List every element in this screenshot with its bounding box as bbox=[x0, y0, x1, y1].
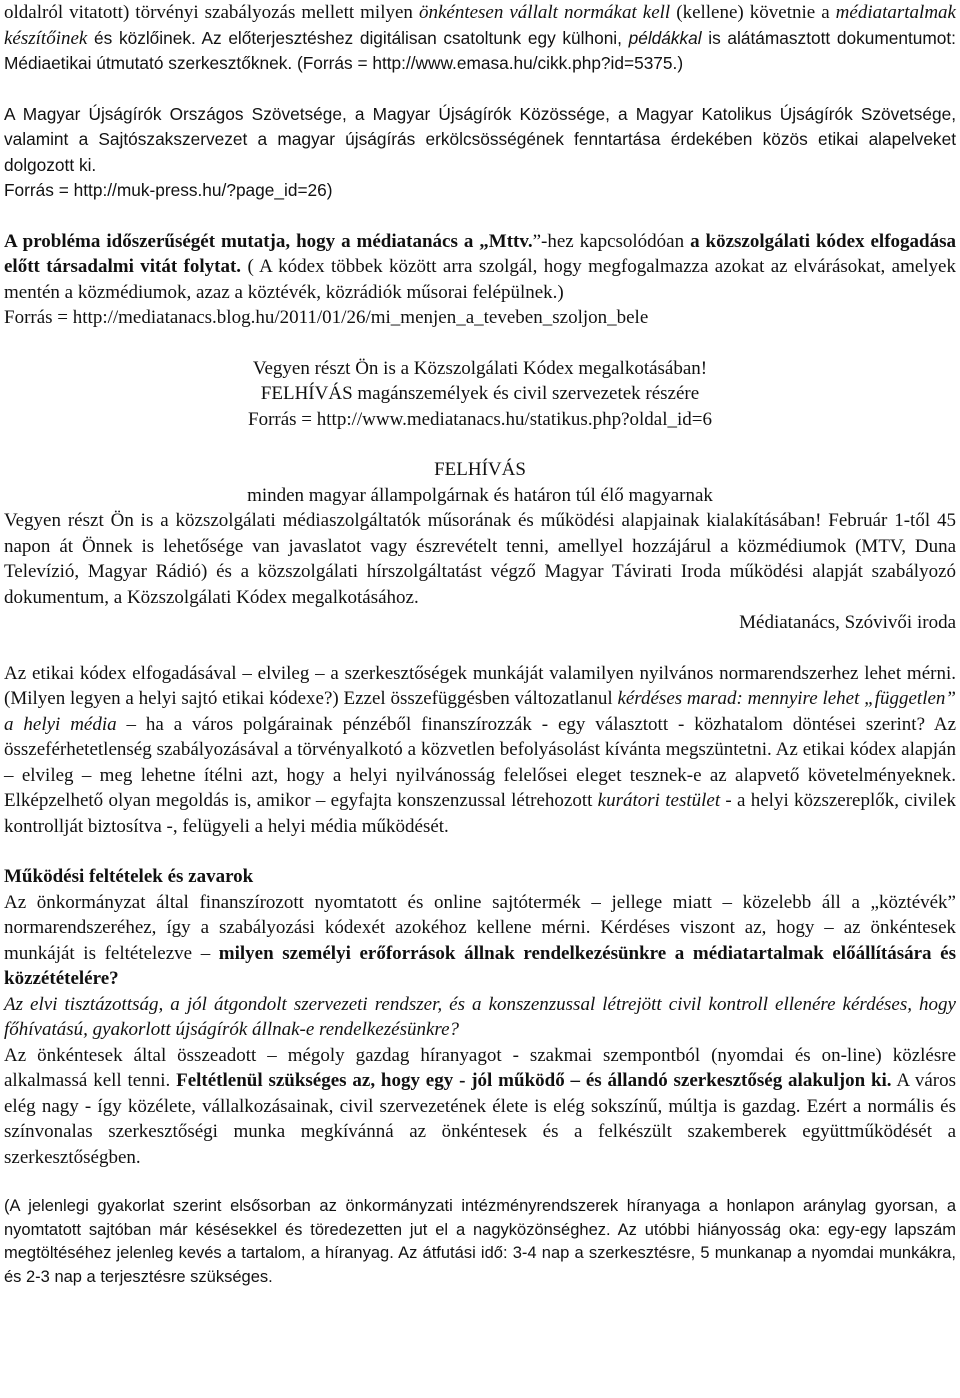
text-run: oldalról vitatott) törvényi szabályozás mellett milyen bbox=[4, 2, 419, 23]
text-run: is alátámasztott dokumentumot: Médiaetikai útmutató szerkesztőknek. (Forrás = http://www.emasa.hu/cikk.php?id=5375.) bbox=[4, 27, 956, 73]
text-run: A Magyar Újságírók Országos Szövetsége, a Magyar Újságírók Közössége, a Magyar Katolikus Újságírók Szövetsége, valamint a Sajtószakszervezet a magyar újságírás erkölcsösségének fenntartása érdekében közös etikai alapelveket dolgozott ki. bbox=[4, 103, 956, 175]
callout-line: FELHÍVÁS magánszemélyek és civil szervezetek részére bbox=[260, 383, 700, 404]
text-run: – ha a város polgárainak pénzéből finanszírozzák - egy választott - közhatalom döntései szerint? Az összeférhetetlenség szabályozásával a törvényalkotó a közvetlen befolyásolást kívánta megszüntetni. Az etikai kódex alapján – elvileg – meg lehetne ítélni azt, hogy a helyi nyilvánosság felelősei eleget tesznek-e az alapvető követelményeknek. Elképzelhető olyan megoldás is, amikor – egyfajta konszenzussal létrehozott bbox=[4, 713, 957, 811]
italic-run: példákkal bbox=[628, 27, 702, 48]
italic-run: kurátori testület bbox=[597, 790, 721, 811]
intro-paragraph bbox=[4, 0, 956, 77]
italic-run: Az elvi tisztázottság, a jól átgondolt szervezeti rendszer, és a konszenzussal létrejött civil kontroll ellenére kérdéses, hogy főhívatású, gyakorlott újságírók állnak-e rendelkezésünkre? bbox=[4, 993, 956, 1040]
callout-line: Vegyen részt Ön is a Közszolgálati Kódex megalkotásában! bbox=[252, 357, 708, 379]
footnote-paragraph: (A jelenlegi gyakorlat szerint elsősorban az önkormányzati intézményrendszerek híranyaga a honlapon aránylag gyorsan, a nyomtatott sajtóban már késésekkel és töredezetten jut el a nagyközönséghez. Az utóbbi hiányosság oka: egy-egy lapszám megtöltéséhez jelenleg kevés a tartalom, a híranyag. Az átfutási idő: 3-4 nap a szerkesztésre, 5 munkanap a nyomdai munkákra, és 2-3 nap a terjesztésre szükséges. bbox=[4, 1197, 956, 1286]
bold-run: A probléma időszerűségét mutatja, hogy a médiatanács a „Mttv. bbox=[4, 230, 533, 252]
source-line: Forrás = http://muk-press.hu/?page_id=26) bbox=[4, 180, 333, 200]
text-run: - a helyi közszereplők, civilek kontrollját biztosítva -, felügyeli a helyi média működését. bbox=[4, 790, 957, 837]
bold-run: Feltétlenül szükséges az, hogy egy - jól működő – és állandó szerkesztőség alakuljon ki. bbox=[176, 1070, 892, 1091]
text-run: (kellene) követnie a bbox=[670, 2, 836, 23]
felhivas-body: Vegyen részt Ön is a közszolgálati médiaszolgáltatók műsorának és működési alapjainak kialakításában! Február 1-től 45 napon át Önnek is lehetősége van javaslatot vagy észrevételt tenni, amellyel hozzájárul a közmédiumok (MTV, Duna Televízió, Magyar Rádió) és a közszolgálati hírszolgáltatást végző Magyar Távirati Iroda működési alapját szabályozó dokumentum, a Közszolgálati Kódex megalkotásához. bbox=[4, 510, 956, 608]
felhivas-title: FELHÍVÁS bbox=[434, 459, 526, 480]
etikai-kodex-paragraph bbox=[4, 661, 956, 840]
text-run: Az etikai kódex elfogadásával – elvileg – a szerkesztőségek munkáját valamilyen nyilvános normarendszerhez lehet mérni. (Milyen legyen a helyi sajtó etikai kódexe?) Ezzel összefüggésben változatlanul bbox=[4, 662, 956, 709]
italic-run: kérdéses marad: mennyire lehet „független” a helyi média bbox=[4, 688, 956, 735]
source-line: Forrás = http://mediatanacs.blog.hu/2011/01/26/mi_menjen_a_teveben_szoljon_bele bbox=[4, 307, 649, 328]
bold-run: milyen személyi erőforrások állnak rendelkezésünkre a médiatartalmak előállítására és közzétételére? bbox=[4, 942, 956, 989]
heading-text: Működési feltételek és zavarok bbox=[4, 866, 254, 887]
text-run: Az önkéntesek által összeadott – mégoly gazdag híranyagot - szakmai szempontból (nyomdai és on-line) közlésre alkalmassá kell tenni. bbox=[4, 1044, 956, 1091]
bold-run: a közszolgálati kódex elfogadása előtt társadalmi vitát folytat. bbox=[4, 230, 956, 277]
muosz-paragraph bbox=[4, 102, 956, 204]
section-paragraph bbox=[4, 1043, 956, 1171]
italic-run: médiatartalmak készítőinek bbox=[4, 2, 956, 49]
text-run: Az önkormányzat által finanszírozott nyomtatott és online sajtótermék – jellege miatt – közelebb áll a „köztévék” normarendszeréhez, így a szabályozási kódexét azokéhoz kellene mérni. Kérdéses viszont az, hogy – az önkéntesek munkáját is feltételezve – bbox=[4, 891, 956, 964]
italic-run: önkéntesen vállalt normákat kell bbox=[418, 2, 671, 23]
text-run: A város elég nagy - így közélete, vállalkozásainak, civil szervezetének élete is elég sokszínű, múltja is gazdag. Ezért a normális és színvonalas szerkesztőségi munka megkívánná az önkéntesek és a felkészült szakemberek együttműködését a szerkesztőségben. bbox=[4, 1070, 957, 1168]
felhivas-subtitle: minden magyar állampolgárnak és határon túl élő magyarnak bbox=[247, 484, 713, 506]
text-run: és közlőinek. Az előterjesztéshez digitálisan csatoltunk egy külhoni, bbox=[87, 27, 629, 48]
text-run: ( A kódex többek között arra szolgál, hogy megfogalmazza azokat az elvárásokat, amelyek mentén a közmédiumok, azaz a köztévék, közrádiók műsorai felépülnek.) bbox=[4, 256, 956, 303]
callout-line: Forrás = http://www.mediatanacs.hu/statikus.php?oldal_id=6 bbox=[248, 408, 712, 430]
section-paragraph bbox=[4, 992, 956, 1043]
mediatanacs-paragraph bbox=[4, 229, 956, 331]
callout-block bbox=[4, 356, 956, 433]
section-paragraph bbox=[4, 890, 956, 992]
section-heading bbox=[4, 864, 956, 890]
felhivas-block bbox=[4, 457, 956, 636]
text-run: ”-hez kapcsolódóan bbox=[532, 230, 691, 252]
felhivas-signature: Médiatanács, Szóvivői iroda bbox=[739, 612, 956, 633]
